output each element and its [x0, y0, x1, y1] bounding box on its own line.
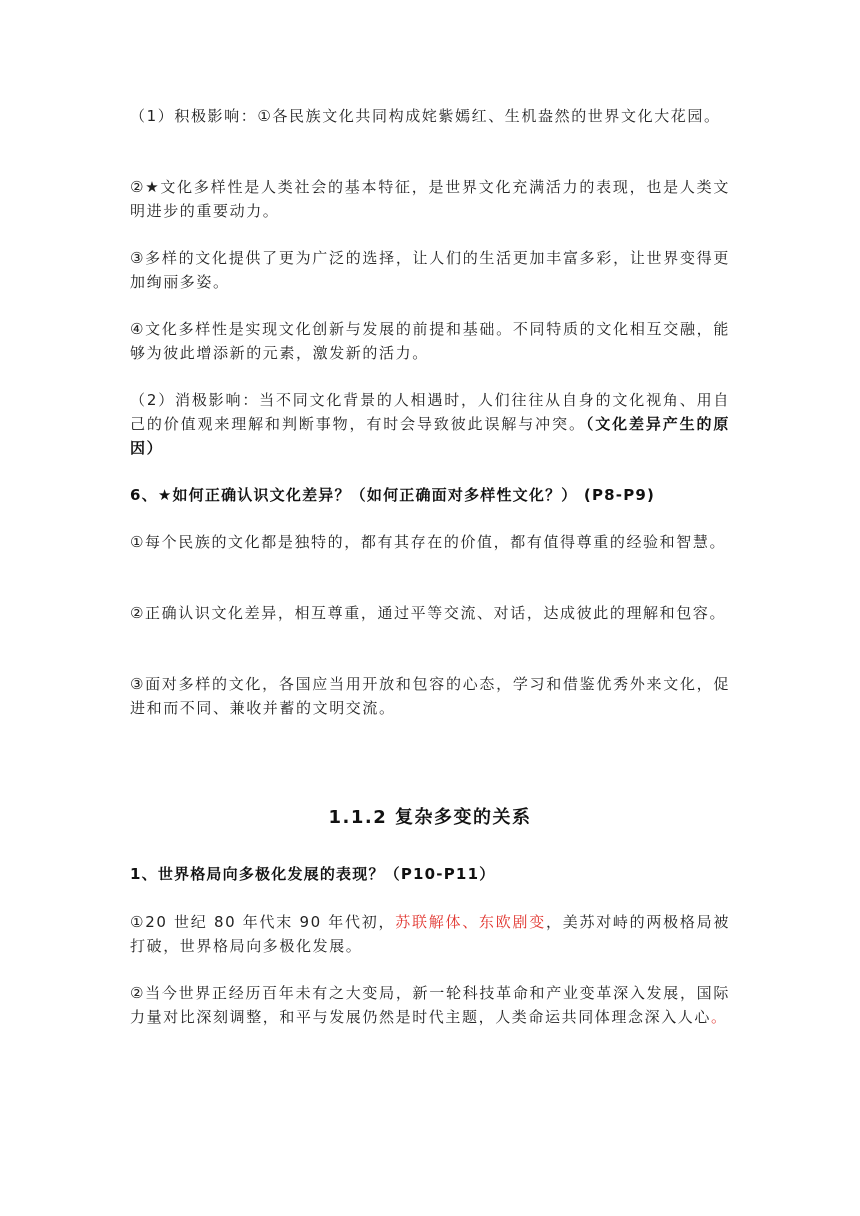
paragraph-great-changes [130, 981, 730, 1029]
question-6-heading: 6、★如何正确认识文化差异？（如何正确面对多样性文化？） (P8-P9) [130, 486, 656, 504]
paragraph-mutual-respect: ②正确认识文化差异，相互尊重，通过平等交流、对话，达成彼此的理解和包容。 [130, 604, 727, 622]
paragraph-diversity-feature: ②★文化多样性是人类社会的基本特征，是世界文化充满活力的表现，也是人类文明进步的重要动力。 [130, 178, 730, 220]
question-1-heading: 1、世界格局向多极化发展的表现？（P10-P11） [130, 865, 496, 883]
paragraph-innovation-basis: ④文化多样性是实现文化创新与发展的前提和基础。不同特质的文化相互交融，能够为彼此增添新的元素，激发新的活力。 [130, 320, 730, 362]
paragraph-positive-impact: （1）积极影响：①各民族文化共同构成姹紫嫣红、生机盎然的世界文化大花园。 [130, 107, 721, 125]
section-title: 1.1.2 复杂多变的关系 [328, 807, 532, 828]
paragraph-multipolar-history [130, 910, 730, 958]
paragraph-diverse-choices: ③多样的文化提供了更为广泛的选择，让人们的生活更加丰富多彩，让世界变得更加绚丽多姿。 [130, 249, 730, 291]
multipolar-text-a: ①20 世纪 80 年代末 90 年代初， [130, 913, 396, 931]
great-changes-text: ②当今世界正经历百年未有之大变局，新一轮科技革命和产业变革深入发展，国际力量对比深刻调整，和平与发展仍然是时代主题，人类命运共同体理念深入人心 [130, 984, 730, 1026]
paragraph-negative-impact [130, 388, 730, 460]
paragraph-open-attitude: ③面对多样的文化，各国应当用开放和包容的心态，学习和借鉴优秀外来文化，促进和而不同、兼收并蓄的文明交流。 [130, 675, 730, 717]
red-period: 。 [711, 1008, 728, 1026]
paragraph-unique-culture: ①每个民族的文化都是独特的，都有其存在的价值，都有值得尊重的经验和智慧。 [130, 533, 727, 551]
cause-note: （文化差异产生的原因） [130, 415, 731, 457]
negative-impact-text: （2）消极影响：当不同文化背景的人相遇时，人们往往从自身的文化视角、用自己的价值观来理解和判断事物，有时会导致彼此误解与冲突。 [130, 391, 730, 433]
highlight-soviet-collapse: 苏联解体、东欧剧变 [395, 913, 546, 931]
multipolar-text-b: ，美苏对峙的两极格局被打破，世界格局向多极化发展。 [130, 913, 730, 955]
